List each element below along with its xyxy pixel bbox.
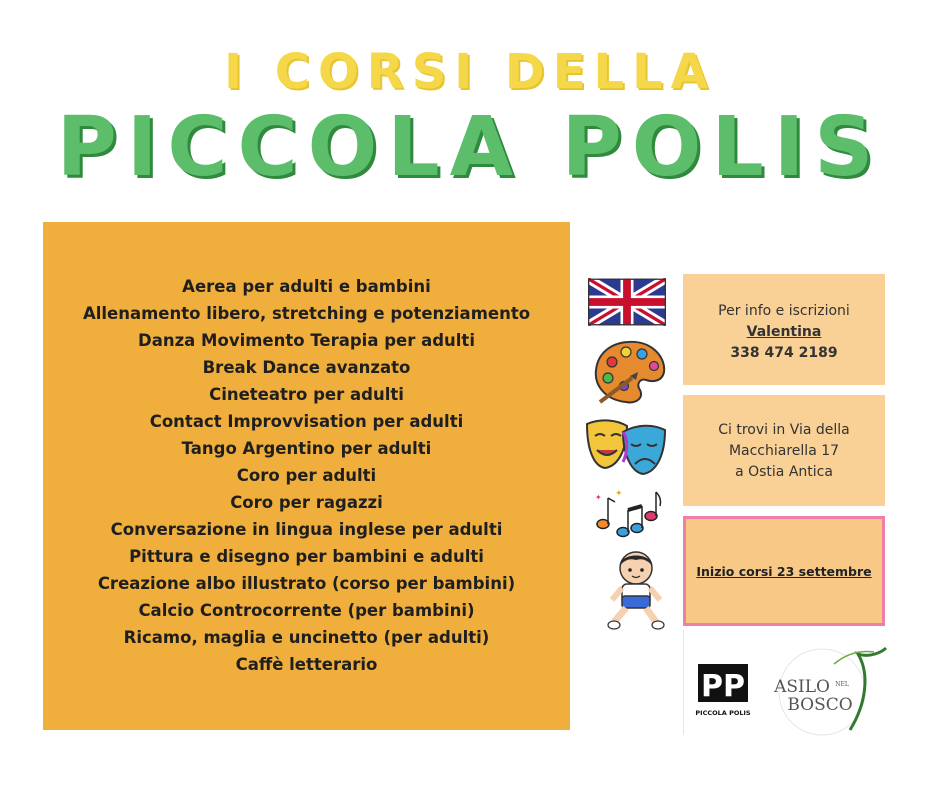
asilo-logo-nel: NEL xyxy=(835,681,849,688)
svg-text:PP: PP xyxy=(701,669,745,704)
theater-masks-icon xyxy=(583,414,669,478)
divider xyxy=(683,630,684,735)
asilo-nel-bosco-logo xyxy=(774,644,888,738)
location-box xyxy=(683,395,885,506)
course-item: Contact Improvvisation per adulti xyxy=(149,412,464,431)
course-item: Conversazione in lingua inglese per adulti xyxy=(110,520,503,539)
course-item: Danza Movimento Terapia per adulti xyxy=(138,331,475,350)
course-item: Tango Argentino per adulti xyxy=(181,439,432,458)
course-item: Calcio Controcorrente (per bambini) xyxy=(138,601,475,620)
course-item: Creazione albo illustrato (corso per bambini) xyxy=(97,574,516,593)
course-item: Aerea per adulti e bambini xyxy=(182,277,431,296)
location-line-3: a Ostia Antica xyxy=(735,464,833,480)
course-item: Break Dance avanzato xyxy=(202,358,411,377)
uk-flag-icon xyxy=(588,278,666,326)
svg-text:✦: ✦ xyxy=(615,489,623,499)
piccola-polis-logo xyxy=(692,660,754,720)
course-item: Cineteatro per adulti xyxy=(209,385,404,404)
course-item: Caffè letterario xyxy=(235,655,378,674)
start-date-text: Inizio corsi 23 settembre xyxy=(696,563,872,579)
course-item: Coro per ragazzi xyxy=(230,493,383,512)
course-item: Ricamo, maglia e uncinetto (per adulti) xyxy=(123,628,490,647)
asilo-logo-line-2: BOSCO xyxy=(787,695,853,715)
course-list xyxy=(43,273,570,678)
courses-panel xyxy=(43,222,570,730)
start-date-box xyxy=(683,516,885,626)
title-top: I CORSI DELLA xyxy=(224,44,716,100)
course-item: Pittura e disegno per bambini e adulti xyxy=(129,547,484,566)
contact-name: Valentina xyxy=(746,324,822,340)
paint-palette-icon xyxy=(592,338,668,406)
contact-phone: 338 474 2189 xyxy=(730,345,838,361)
info-contact-box xyxy=(683,274,885,385)
child-icon xyxy=(606,548,666,632)
asilo-logo-line-1: ASILO xyxy=(774,677,830,697)
polis-logo-label: PICCOLA POLIS xyxy=(695,709,751,717)
svg-text:✦: ✦ xyxy=(595,493,602,502)
location-line-1: Ci trovi in Via della xyxy=(718,422,850,438)
course-item: Allenamento libero, stretching e potenziamento xyxy=(82,304,531,323)
info-label: Per info e iscrizioni xyxy=(718,303,850,319)
title-main: PICCOLA POLIS xyxy=(56,100,884,195)
location-line-2: Macchiarella 17 xyxy=(728,443,840,459)
course-item: Coro per adulti xyxy=(236,466,377,485)
music-notes-icon xyxy=(593,486,665,542)
